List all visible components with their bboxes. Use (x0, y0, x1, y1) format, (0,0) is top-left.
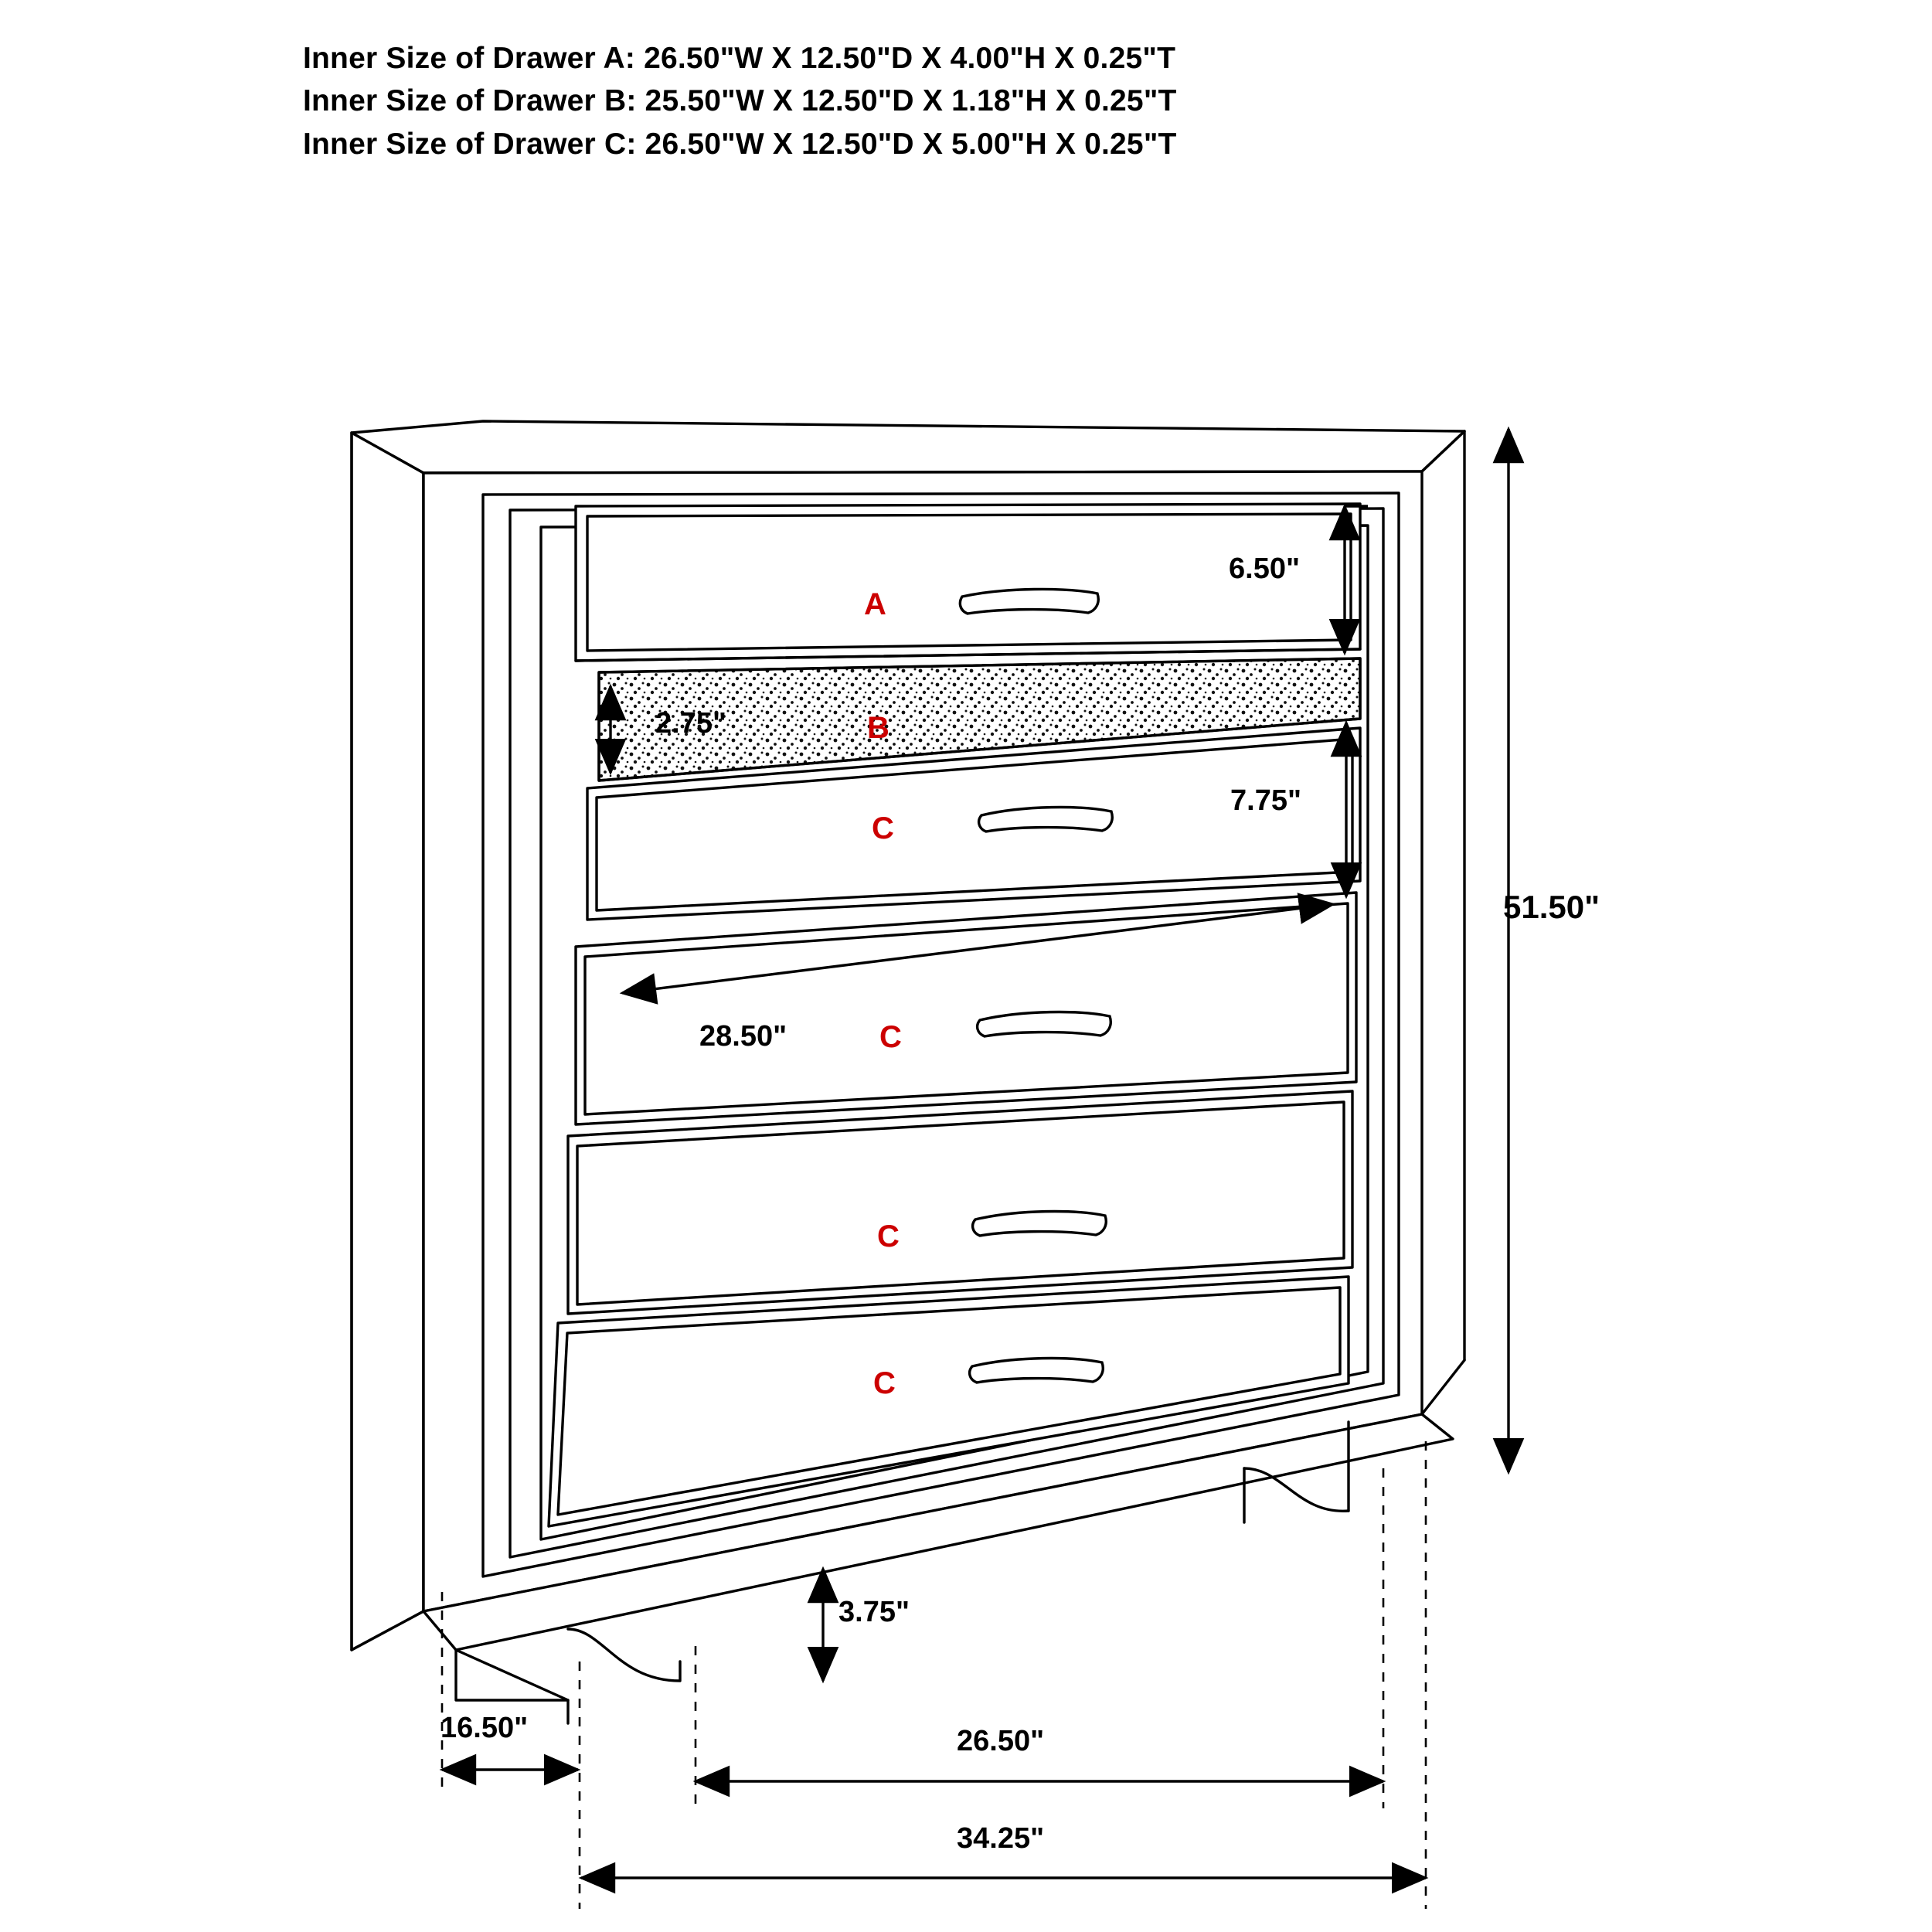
drawer-label-a: A (864, 587, 886, 621)
dimension-label-total-height: 51.50" (1503, 889, 1600, 925)
dimension-label-drawer-width: 28.50" (699, 1020, 787, 1053)
drawer-label-c-1: C (872, 811, 894, 845)
drawer-label-c-2: C (879, 1020, 902, 1054)
spec-line-drawer-b: Inner Size of Drawer B: 25.50"W X 12.50"D X 1.18"H X 0.25"T (303, 84, 1177, 118)
spec-line-drawer-c: Inner Size of Drawer C: 26.50"W X 12.50"D X 5.00"H X 0.25"T (303, 127, 1177, 161)
dimension-label-front-width: 26.50" (957, 1725, 1045, 1757)
chest-body (352, 421, 1464, 1723)
spec-line-drawer-a: Inner Size of Drawer A: 26.50"W X 12.50"D X 4.00"H X 0.25"T (303, 42, 1176, 75)
drawer-label-b: B (867, 711, 889, 745)
dimension-label-drawer-a-height: 6.50" (1229, 553, 1300, 585)
drawer-label-c-3: C (877, 1219, 900, 1253)
dimension-label-foot-height: 3.75" (838, 1596, 910, 1628)
dimension-label-drawer-b-height: 2.75" (655, 707, 726, 740)
dimension-label-total-width: 34.25" (957, 1822, 1045, 1855)
dimension-label-depth: 16.50" (440, 1712, 529, 1744)
dimension-label-drawer-c-height: 7.75" (1230, 784, 1301, 817)
drawer-label-c-4: C (873, 1366, 896, 1400)
